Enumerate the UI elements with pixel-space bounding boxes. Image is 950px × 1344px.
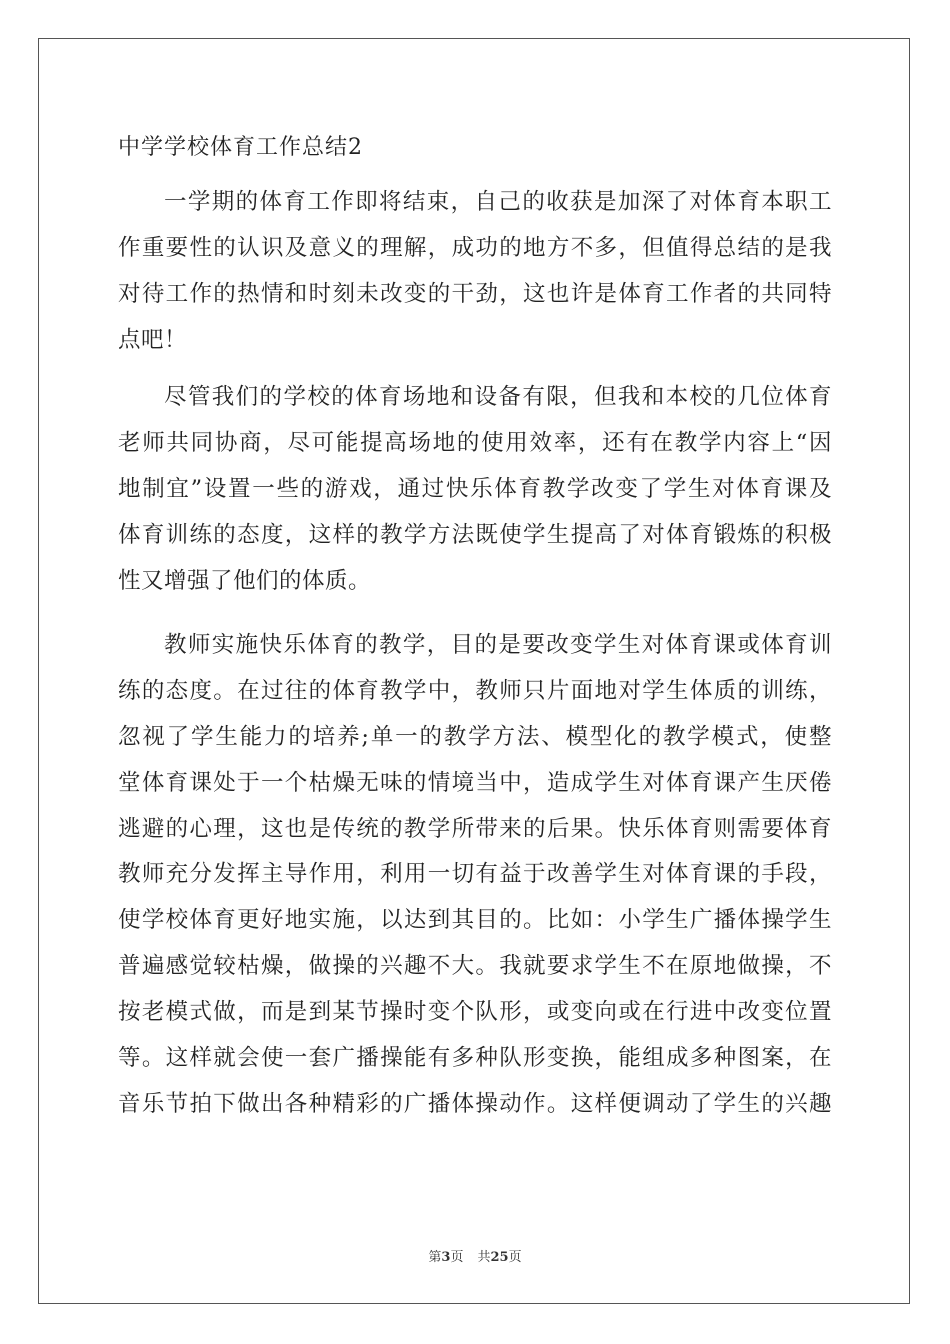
paragraph-line: 作重要性的认识及意义的理解，成功的地方不多，但值得总结的是我 [118,234,832,261]
paragraph-line: 教师充分发挥主导作用，利用一切有益于改善学生对体育课的手段， [118,861,832,888]
paragraph-line: 练的态度。在过往的体育教学中，教师只片面地对学生体质的训练， [118,677,832,704]
paragraph-3 [118,623,832,1128]
paragraph-line: 音乐节拍下做出各种精彩的广播体操动作。这样便调动了学生的兴趣 [118,1090,832,1117]
paragraph-1 [118,180,832,364]
paragraph-line: 地制宜”设置一些的游戏，通过快乐体育教学改变了学生对体育课及 [118,475,832,502]
paragraph-line: 对待工作的热情和时刻未改变的干劲，这也许是体育工作者的共同特 [118,280,832,307]
total-prefix: 共 [477,1250,491,1265]
paragraph-2 [118,375,832,604]
paragraph-line: 老师共同协商，尽可能提高场地的使用效率，还有在教学内容上“因 [118,429,832,456]
page-footer [0,1246,950,1265]
paragraph-line: 忽视了学生能力的培养;单一的教学方法、模型化的教学模式，使整 [118,723,832,750]
page-number: 3 [441,1250,451,1265]
paragraph-line: 体育训练的态度，这样的教学方法既使学生提高了对体育锻炼的积极 [118,521,832,548]
paragraph-line: 一学期的体育工作即将结束，自己的收获是加深了对体育本职工 [164,189,832,215]
paragraph-line: 逃避的心理，这也是传统的教学所带来的后果。快乐体育则需要体育 [118,815,832,842]
paragraph-line: 点吧！ [118,326,188,353]
page-prefix: 第 [428,1250,442,1265]
page-suffix: 页 [450,1250,464,1265]
paragraph-line: 尽管我们的学校的体育场地和设备有限，但我和本校的几位体育 [164,384,832,410]
total-suffix: 页 [508,1250,522,1265]
paragraph-line: 按老模式做，而是到某节操时变个队形，或变向或在行进中改变位置 [118,999,832,1026]
paragraph-line: 普遍感觉较枯燥，做操的兴趣不大。我就要求学生不在原地做操，不 [118,953,832,980]
paragraph-line: 使学校体育更好地实施，以达到其目的。比如：小学生广播体操学生 [118,907,832,934]
paragraph-line: 等。这样就会使一套广播操能有多种队形变换，能组成多种图案，在 [118,1045,832,1072]
total-pages: 25 [490,1250,509,1265]
paragraph-line: 性又增强了他们的体质。 [118,567,372,594]
paragraph-line: 堂体育课处于一个枯燥无味的情境当中，造成学生对体育课产生厌倦 [118,769,832,796]
paragraph-line: 教师实施快乐体育的教学，目的是要改变学生对体育课或体育训 [164,632,832,658]
document-title: 中学学校体育工作总结2 [118,135,363,160]
